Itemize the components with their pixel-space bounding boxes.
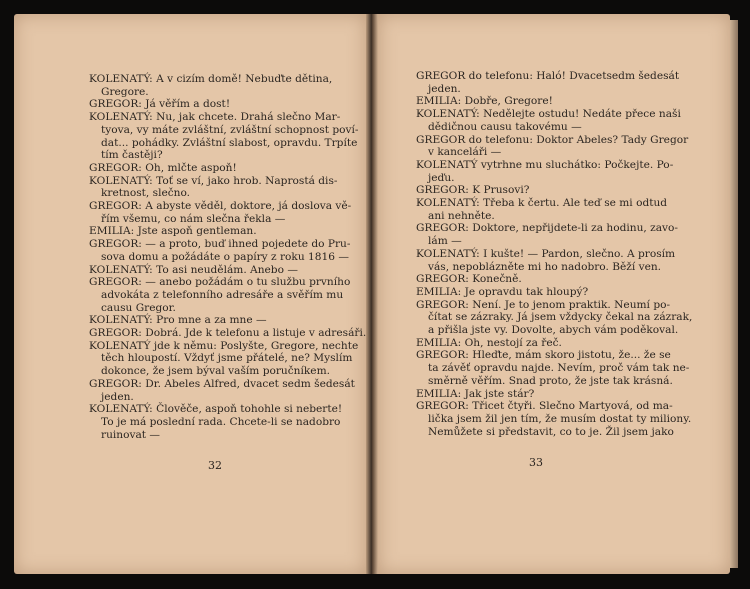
text-line: jeďu. [428, 171, 455, 184]
text-line: kretnost, slečno. [101, 187, 191, 200]
text-line: KOLENATÝ: A v cizím domě! Nebuďte dětina, [89, 73, 333, 85]
text-line: Nemůžete si představit, co to je. Žil jsem jako [428, 425, 674, 438]
text-line: KOLENATÝ: To asi neudělám. Anebo — [89, 263, 298, 276]
text-line: GREGOR do telefonu: Haló! Dvacetsedm šedesát [416, 70, 680, 82]
text-line: KOLENATÝ jde k němu: Poslyšte, Gregore, nechte [89, 339, 359, 352]
text-line: GREGOR: Konečně. [416, 273, 522, 286]
text-line: GREGOR: Dobrá. Jde k telefonu a listuje v adresáři. [89, 327, 367, 340]
text-line: lám — [428, 235, 462, 248]
text-line: KOLENATÝ: Člověče, aspoň tohohle si neberte! [89, 403, 343, 416]
text-line: tím častěji? [101, 149, 163, 162]
page-number: 33 [529, 456, 543, 469]
text-line: vás, nepoblázněte mi ho nadobro. Běží ven. [428, 260, 662, 273]
text-line: GREGOR do telefonu: Doktor Abeles? Tady Gregor [416, 133, 689, 146]
book-gutter [366, 14, 378, 574]
left-page [14, 14, 366, 574]
text-line: KOLENATÝ: Nedělejte ostudu! Nedáte přece naši [416, 108, 681, 121]
text-line: EMILIA: Jak jste stár? [416, 387, 535, 400]
text-line: ani nehněte. [428, 209, 495, 222]
text-line: KOLENATÝ: Nu, jak chcete. Drahá slečno Mar- [89, 111, 341, 124]
text-line: Gregore. [101, 85, 149, 98]
page-edges [730, 20, 738, 568]
text-line: EMILIA: Oh, nestojí za řeč. [416, 336, 562, 349]
text-line: EMILIA: Jste aspoň gentleman. [89, 225, 257, 238]
text-line: EMILIA: Je opravdu tak hloupý? [416, 285, 589, 298]
left-page-text [89, 73, 367, 441]
text-line: a přišla jste vy. Dovolte, abych vám poděkoval. [428, 324, 679, 337]
text-line: GREGOR: Doktore, nepřijdete-li za hodinu, zavo- [416, 222, 678, 235]
text-line: čítat se zázraky. Já jsem vždycky čekal na zázrak, [428, 311, 693, 324]
text-line: KOLENATÝ: I kušte! — Pardon, slečno. A prosím [416, 247, 676, 260]
text-line: dat... pohádky. Zvláštní slabost, opravdu. Trpíte [101, 136, 358, 149]
text-line: advokáta z telefonního adresáře a svěřím mu [101, 288, 344, 301]
text-line: causu Gregor. [101, 301, 176, 314]
text-line: KOLENATÝ: Pro mne a za mne — [89, 314, 267, 327]
text-line: jeden. [428, 82, 461, 95]
text-line: GREGOR: K Prusovi? [416, 184, 530, 197]
text-line: GREGOR: — a proto, buď ihned pojedete do Pru- [89, 238, 351, 251]
text-line: dokonce, že jsem býval vaším poručníkem. [101, 365, 330, 378]
text-line: KOLENATÝ: Třeba k čertu. Ale teď se mi odtud [416, 197, 668, 210]
text-line: lička jsem žil jen tím, že musím dostat ty miliony. [428, 412, 692, 425]
text-line: jeden. [101, 390, 134, 403]
text-line: GREGOR: Já věřím a dost! [89, 98, 231, 111]
text-line: To je má poslední rada. Chcete-li se nadobro [101, 415, 341, 428]
right-page [378, 14, 730, 574]
text-line: GREGOR: Oh, mlčte aspoň! [89, 161, 237, 174]
text-line: GREGOR: A abyste věděl, doktore, já doslova vě- [89, 200, 352, 213]
page-number: 32 [208, 459, 222, 472]
text-line: těch hloupostí. Vždyť jsme přátelé, ne? Myslím [101, 352, 353, 365]
text-line: ta závěť opravdu najde. Nevím, proč vám tak ne- [428, 362, 690, 375]
text-line: KOLENATÝ vytrhne mu sluchátko: Počkejte. Po- [416, 158, 674, 171]
text-line: v kanceláři — [428, 146, 502, 159]
text-line: EMILIA: Dobře, Gregore! [416, 95, 553, 108]
text-line: dědičnou causu takovému — [428, 120, 582, 133]
text-line: KOLENATÝ: Toť se ví, jako hrob. Naprostá dis- [89, 174, 338, 187]
text-line: směrně věřím. Snad proto, že jste tak krásná. [428, 374, 673, 387]
text-line: řím všemu, co nám slečna řekla — [101, 212, 286, 225]
text-line: GREGOR: Není. Je to jenom praktik. Neumí po- [416, 298, 671, 311]
text-line: GREGOR: — anebo požádám o tu službu prvního [89, 276, 351, 289]
text-line: ruinovat — [101, 428, 160, 441]
text-line: tyova, vy máte zvláštní, zvláštní schopnost poví- [101, 123, 359, 136]
text-line: GREGOR: Třicet čtyři. Slečno Martyová, od ma- [416, 400, 673, 413]
right-page-text [416, 70, 691, 438]
text-line: sova domu a požádáte o papíry z roku 1816 — [101, 250, 349, 263]
text-line: GREGOR: Dr. Abeles Alfred, dvacet sedm šedesát [89, 377, 355, 390]
text-line: GREGOR: Hleďte, mám skoro jistotu, že... že se [416, 349, 671, 362]
